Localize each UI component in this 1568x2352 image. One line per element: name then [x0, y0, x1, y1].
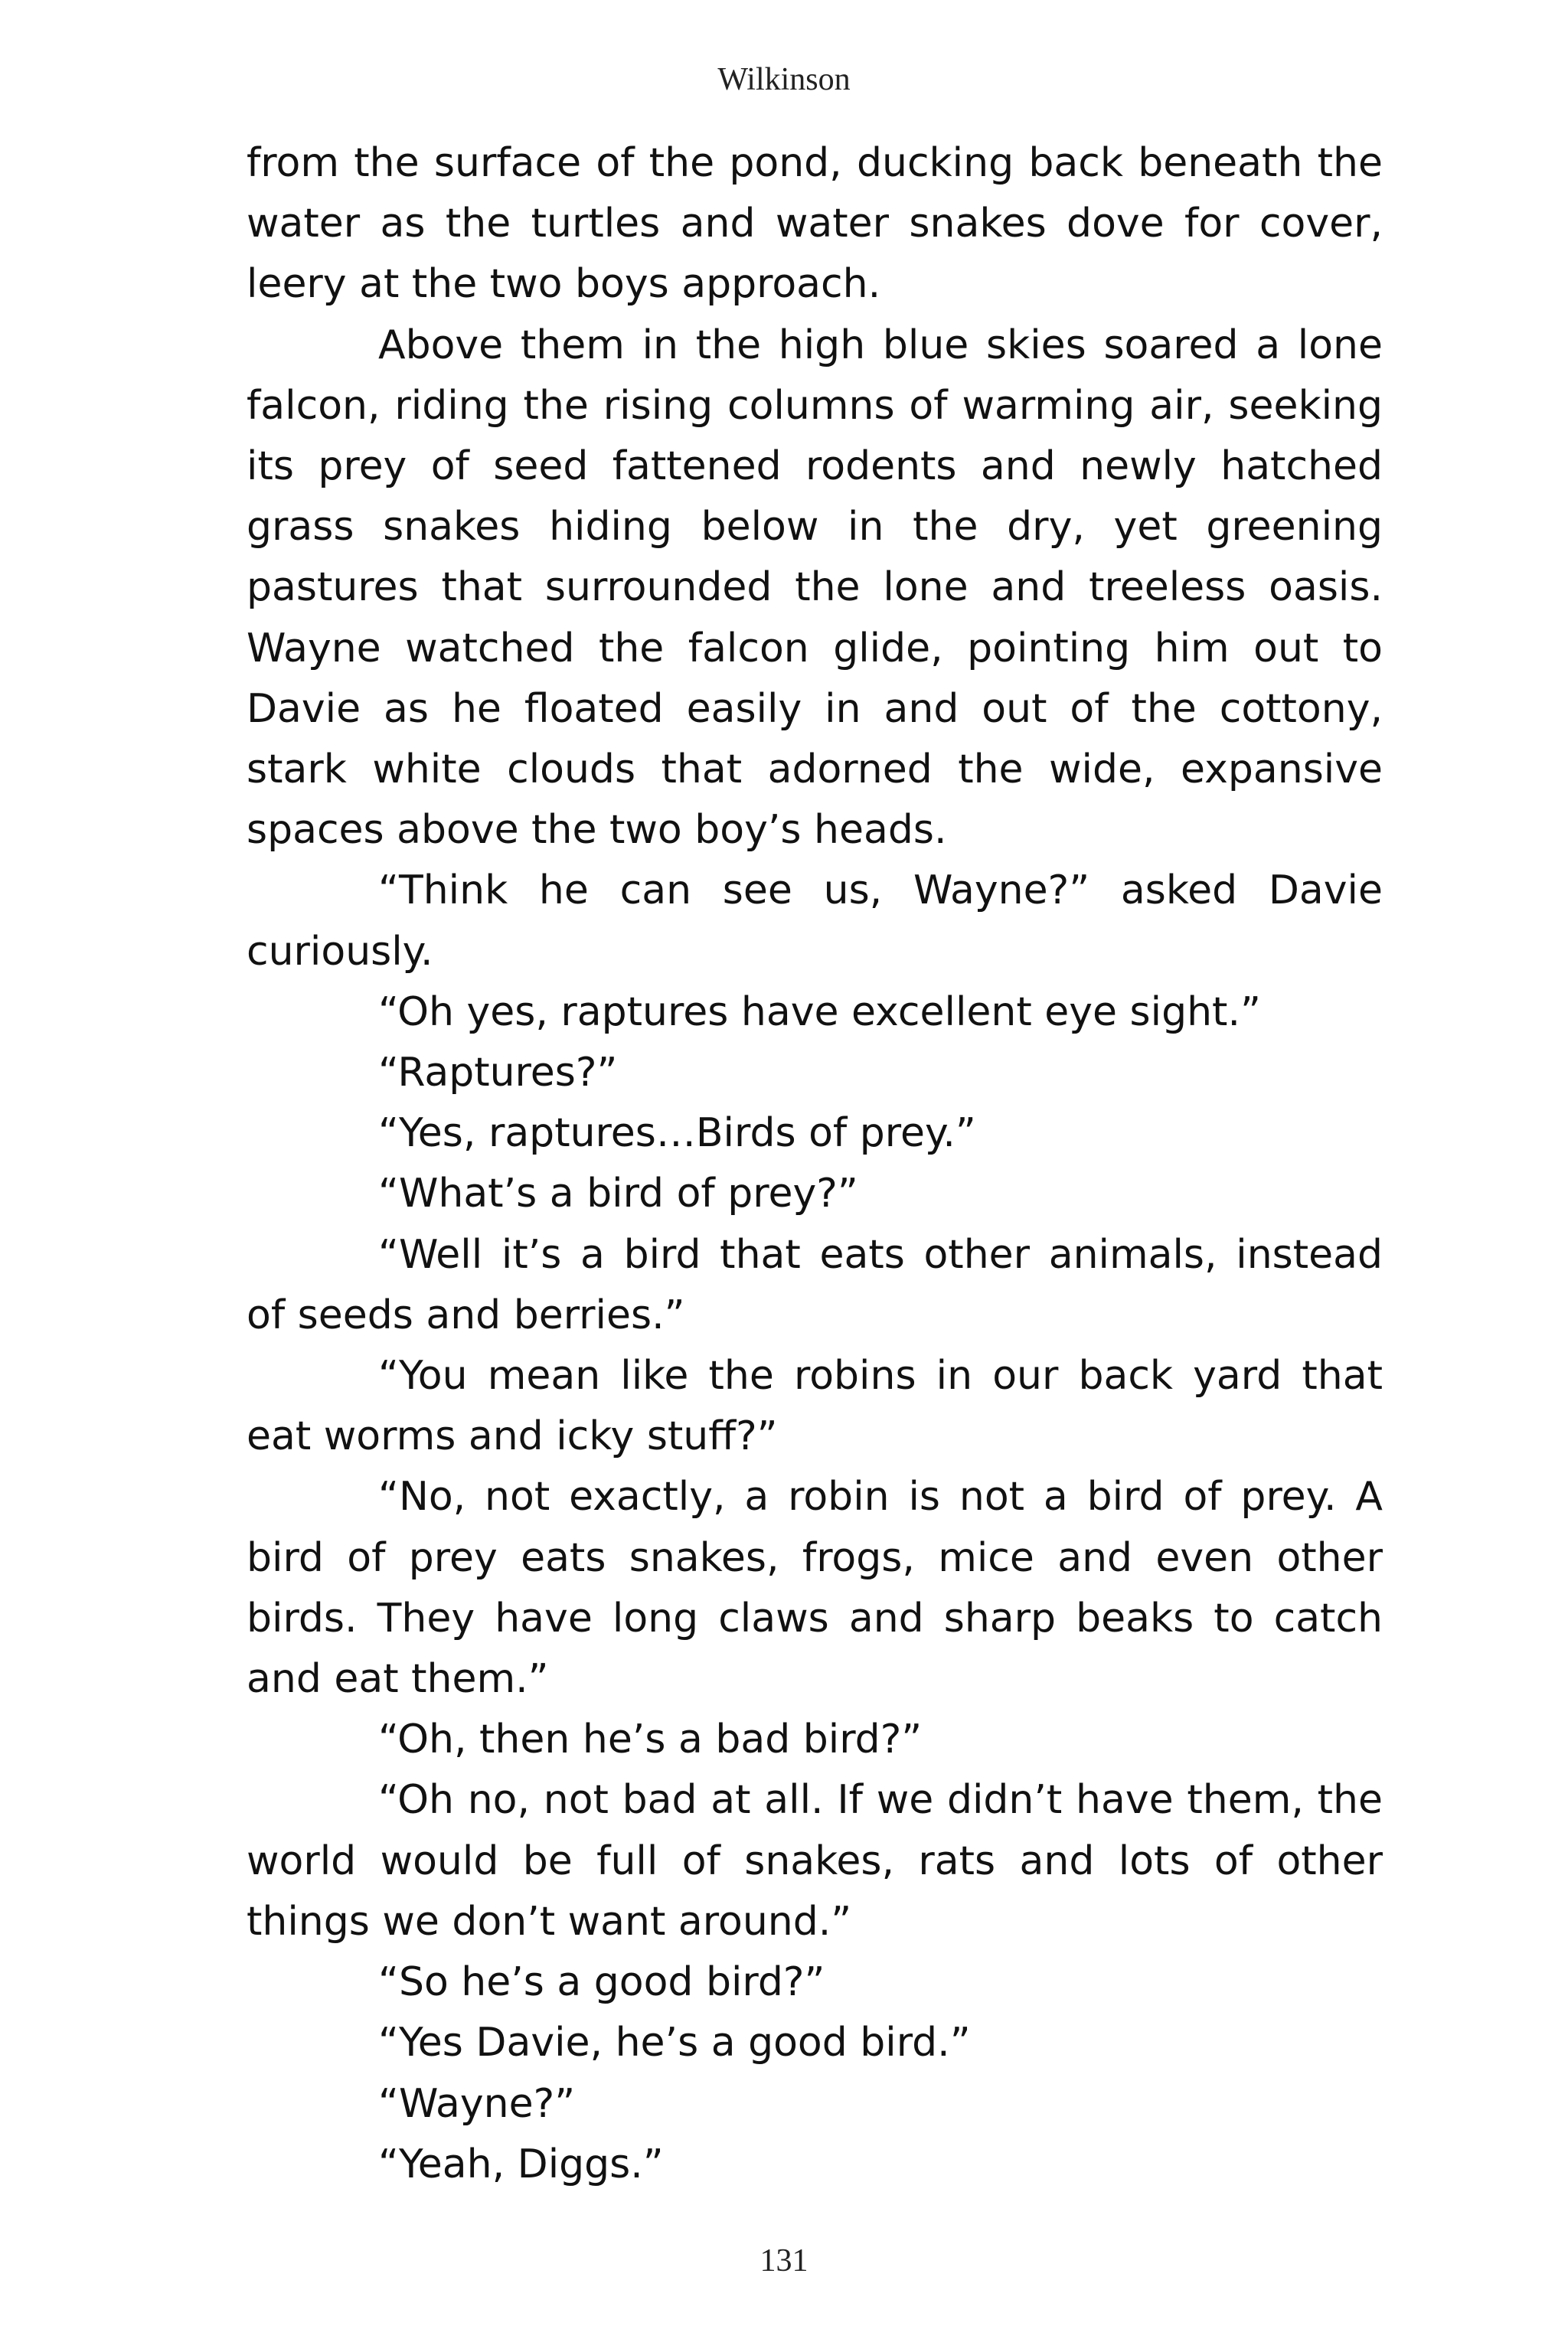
dialogue-line: “No, not exactly, a robin is not a bird of prey. A bird of prey eats snakes, frogs, mice and even other birds. They have long claws and sharp beaks to catch and eat them.”	[247, 1474, 1383, 1703]
dialogue-line: “Yes Davie, he’s a good bird.”	[378, 2020, 971, 2066]
paragraph: Above them in the high blue skies soared a lone falcon, riding the rising columns of warming air, seeking its prey of seed fattened rodents and newly hatched grass snakes hiding below in the dry, yet greening pastures that surrounded the lone and treeless oasis. Wayne watched the falcon glide, pointing him out to Davie as he floated easily in and out of the cottony, stark white clouds that adorned the wide, expansive spaces above the two boy’s heads.	[247, 322, 1383, 854]
dialogue-line: “Yeah, Diggs.”	[378, 2141, 664, 2187]
dialogue-line: “Raptures?”	[378, 1050, 618, 1096]
dialogue-line: “Oh, then he’s a bad bird?”	[378, 1717, 923, 1763]
body-text	[247, 133, 1383, 2195]
dialogue-line: “Oh no, not bad at all. If we didn’t have them, the world would be full of snakes, rats and lots of other things we don’t want around.”	[247, 1777, 1383, 1945]
page-number: 131	[760, 2243, 808, 2278]
dialogue-line: “Well it’s a bird that eats other animals, instead of seeds and berries.”	[247, 1231, 1383, 1338]
running-head: Wilkinson	[717, 62, 851, 97]
dialogue-line: “What’s a bird of prey?”	[378, 1171, 858, 1217]
dialogue-line: “Think he can see us, Wayne?” asked Davie curiously.	[247, 867, 1383, 975]
dialogue-line: “Yes, raptures…Birds of prey.”	[378, 1110, 976, 1157]
dialogue-line: “Oh yes, raptures have excellent eye sight.”	[378, 988, 1261, 1035]
paragraph-continued: from the surface of the pond, ducking back beneath the water as the turtles and water snakes dove for cover, leery at the two boys approach.	[247, 140, 1383, 308]
dialogue-line: “You mean like the robins in our back yard that eat worms and icky stuff?”	[247, 1353, 1383, 1460]
dialogue-line: “So he’s a good bird?”	[378, 1959, 825, 2006]
dialogue-line: “Wayne?”	[378, 2080, 576, 2127]
